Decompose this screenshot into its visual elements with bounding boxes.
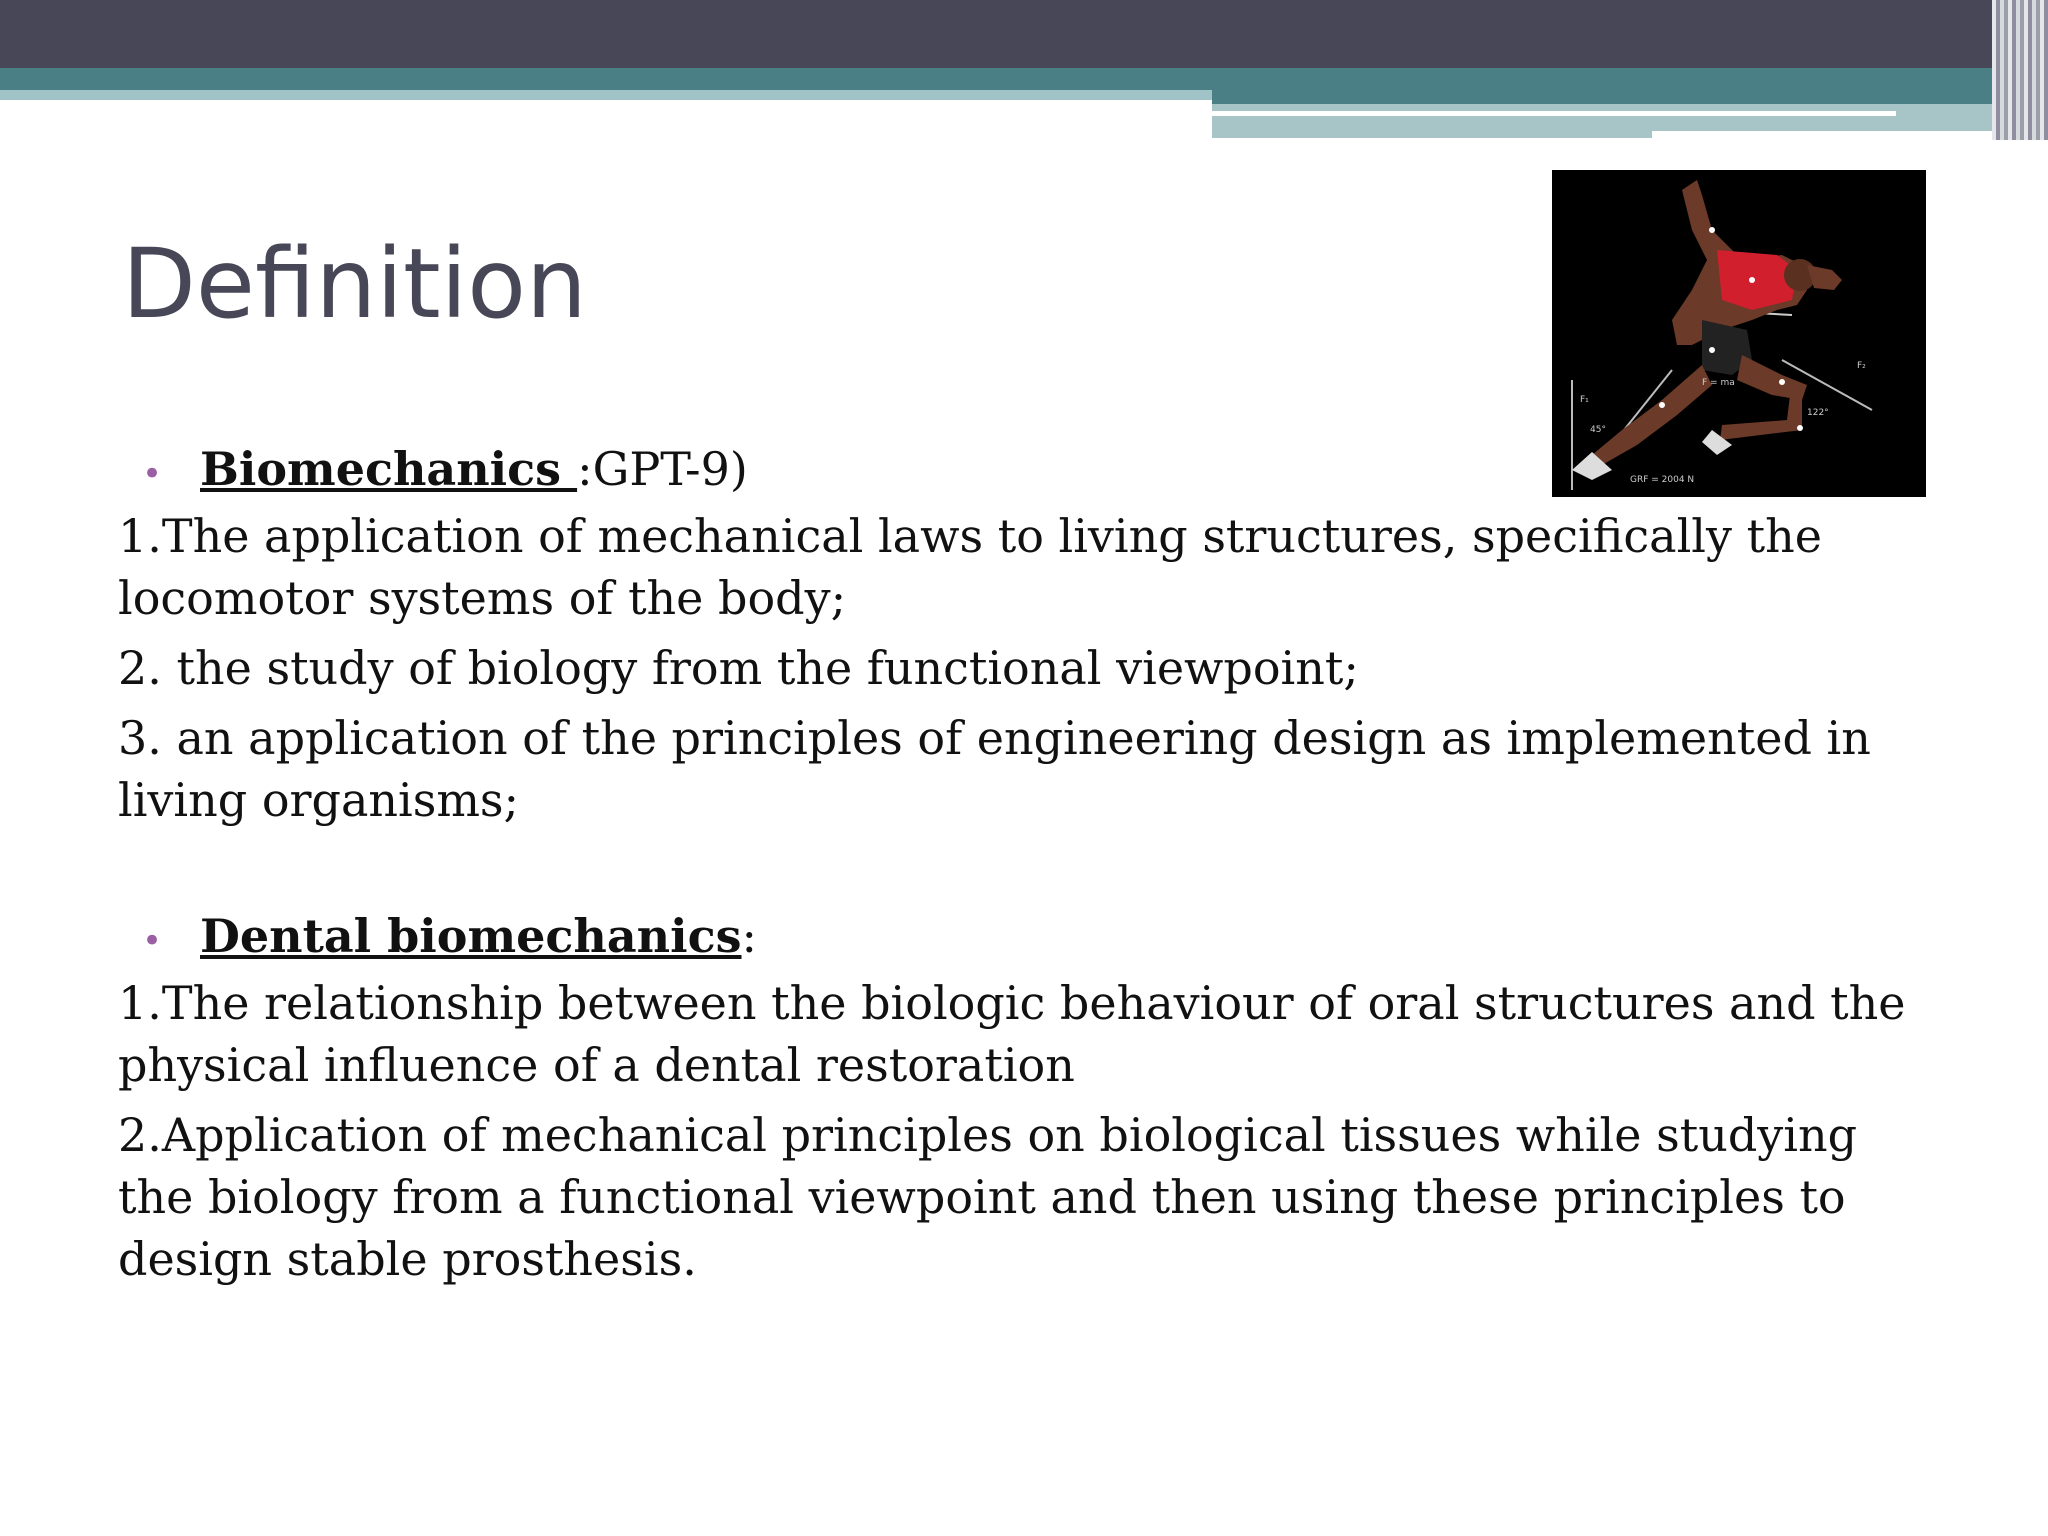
header-band-teal-right [1212,90,2048,104]
joint-marker [1709,347,1715,353]
header-band-white-line [1212,111,1896,116]
photo-label: F₁ [1580,395,1589,405]
definition-item: 1.The application of mechanical laws to living structures, specifically the locomotor systems of the body; [118,509,1822,625]
header-band-dark [0,0,2048,68]
term-suffix: :GPT-9) [577,442,748,496]
term-dental-biomechanics: Dental biomechanics [200,909,742,963]
definition-item: 2.Application of mechanical principles on biological tissues while studying the biology from a functional viewpoint and then using these principles to design stable prosthesis. [118,1108,1858,1286]
photo-label: GRF = 2004 N [1630,475,1695,485]
photo-label: 122° [1807,408,1829,418]
header-band-white-line-2 [1652,131,2008,138]
bullet-biomechanics [118,438,1938,505]
header-band-light-left [0,90,1212,100]
joint-marker [1709,227,1715,233]
slide-body [118,438,1938,1298]
joint-marker [1659,402,1665,408]
joint-marker [1779,379,1785,385]
joint-marker [1797,425,1803,431]
section-gap [118,839,1938,905]
term-biomechanics: Biomechanics [200,442,578,496]
bullet-dental-biomechanics [118,905,1938,972]
bullet-dot-icon: • [142,454,163,494]
joint-marker [1749,277,1755,283]
definition-item: 3. an application of the principles of engineering design as implemented in living organisms; [118,711,1871,827]
term-suffix: : [741,909,757,963]
header-stripes [1992,0,2048,140]
slide-title: Definition [122,228,587,340]
definition-item: 1.The relationship between the biologic behaviour of oral structures and the physical influence of a dental restoration [118,976,1906,1092]
photo-label: 45° [1590,425,1606,435]
header-band-teal [0,68,2048,90]
photo-label: F = ma [1702,378,1735,388]
photo-label: F₂ [1857,361,1866,371]
bullet-dot-icon: • [142,921,163,961]
definition-item: 2. the study of biology from the functional viewpoint; [118,641,1359,695]
